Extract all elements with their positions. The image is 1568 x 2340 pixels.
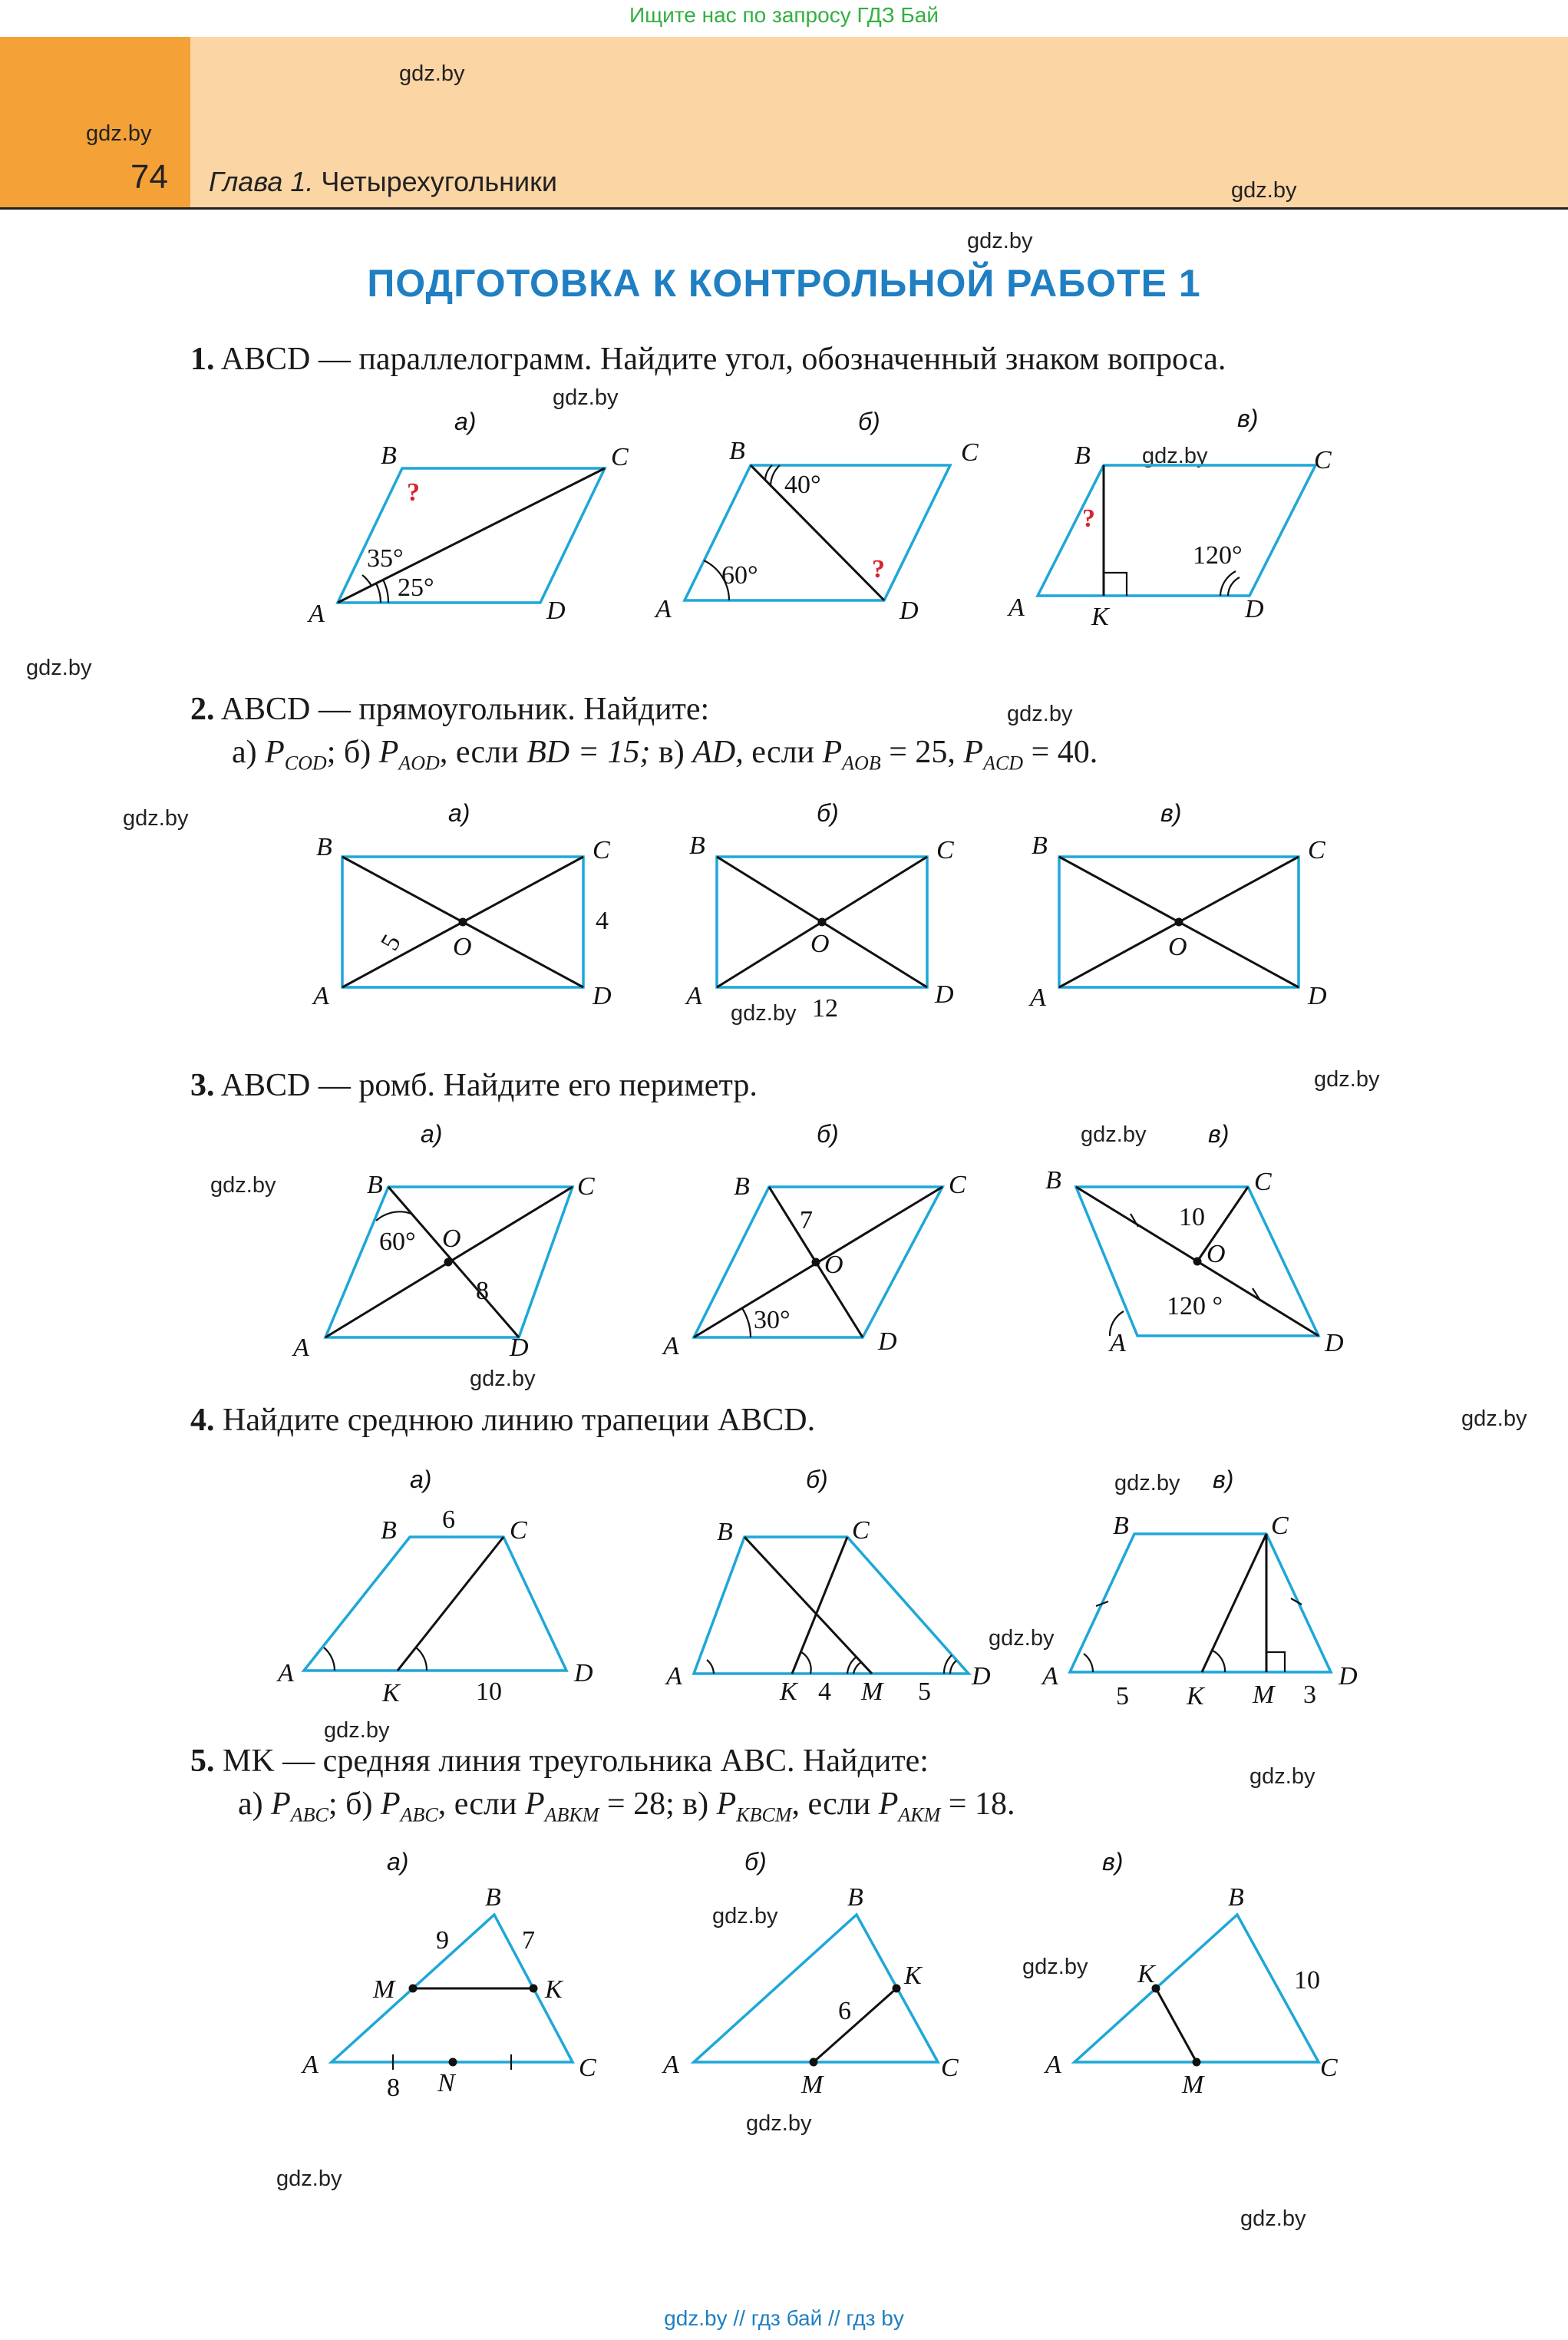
point-label: C	[949, 1171, 966, 1199]
point-label: D	[972, 1662, 991, 1691]
figure-3c	[1045, 1120, 1344, 1357]
point-label: D	[935, 980, 954, 1009]
task-text: ABCD — прямоугольник. Найдите:	[220, 692, 710, 727]
watermark: gdz.by	[399, 61, 465, 86]
point-label: B	[485, 1883, 501, 1912]
point-label: A	[655, 595, 672, 623]
point-label: C	[1314, 446, 1332, 474]
angle-arc	[847, 1657, 857, 1674]
point-label: O	[453, 933, 472, 961]
item-a: а)	[232, 735, 257, 770]
point-label: B	[1113, 1512, 1129, 1540]
angle-arc	[801, 1652, 811, 1674]
point-label: B	[316, 833, 332, 861]
trapezoid	[304, 1537, 566, 1671]
point-label: M	[373, 1975, 395, 2004]
point-label: A	[1008, 593, 1025, 622]
angle-arc	[742, 1308, 751, 1337]
figure-2c	[1028, 799, 1327, 1012]
point-label: B	[1045, 1166, 1061, 1195]
watermark: gdz.by	[553, 385, 619, 410]
angle-arc	[1213, 1651, 1225, 1672]
point-label: B	[1032, 831, 1048, 860]
item-c: в)	[658, 735, 685, 770]
point-label: B	[1228, 1883, 1244, 1912]
subscript: KBCM	[736, 1803, 792, 1826]
point-label: D	[1308, 982, 1327, 1010]
point-label: D	[510, 1334, 529, 1362]
point-label: K	[1187, 1682, 1204, 1710]
point-label: K	[1137, 1960, 1155, 1988]
task-number: 1.	[190, 342, 215, 377]
length-label: 7	[800, 1206, 813, 1234]
point-label: D	[1325, 1329, 1344, 1357]
figure-3b	[662, 1120, 966, 1360]
center-point	[444, 1258, 453, 1267]
angle-label: 60°	[721, 561, 758, 590]
caption: а)	[454, 408, 477, 435]
angle-arc	[324, 1648, 335, 1671]
angle-arc	[1228, 577, 1240, 596]
point-label: A	[1030, 983, 1046, 1012]
segment-ck	[792, 1537, 847, 1674]
perimeter-symbol: P	[878, 1786, 899, 1822]
trapezoid	[1070, 1534, 1331, 1672]
task-text: MK — средняя линия треугольника ABC. Найдите:	[223, 1743, 929, 1779]
point-k	[893, 1985, 901, 1993]
point-label: B	[381, 1516, 397, 1545]
perimeter-symbol: P	[524, 1786, 545, 1822]
point-label: O	[1168, 933, 1187, 961]
watermark: gdz.by	[123, 806, 189, 831]
point-label: C	[1320, 2054, 1338, 2082]
perimeter-symbol: P	[963, 735, 984, 770]
point-label: C	[510, 1516, 527, 1545]
angle-arc	[853, 1662, 861, 1674]
question-mark: ?	[1082, 504, 1095, 533]
angle-label: 30°	[754, 1306, 791, 1334]
midline-mk	[1156, 1988, 1197, 2062]
task-number: 5.	[190, 1743, 215, 1779]
watermark: gdz.by	[276, 2166, 342, 2191]
watermark: gdz.by	[989, 1626, 1055, 1651]
angle-label: 120 °	[1167, 1292, 1223, 1320]
length-label: 10	[476, 1677, 502, 1706]
watermark: gdz.by	[967, 229, 1033, 253]
angle-label: 60°	[379, 1228, 416, 1256]
task-text: Найдите среднюю линию трапеции ABCD.	[223, 1403, 816, 1438]
watermark: gdz.by	[1142, 444, 1208, 468]
length-label: 3	[1303, 1681, 1316, 1709]
length-label: 5	[1116, 1682, 1129, 1710]
task-number: 4.	[190, 1403, 215, 1438]
condition: = 40.	[1031, 735, 1098, 770]
length-label: 9	[436, 1926, 449, 1955]
perimeter-symbol: P	[380, 1786, 401, 1822]
section-title: ПОДГОТОВКА К КОНТРОЛЬНОЙ РАБОТЕ 1	[367, 262, 1201, 305]
point-k	[530, 1985, 538, 1993]
angle-arc	[376, 1211, 411, 1221]
task-text: ABCD — параллелограмм. Найдите угол, обозначенный знаком вопроса.	[220, 342, 1226, 377]
subscript: COD	[284, 752, 327, 775]
diagonal	[338, 468, 605, 603]
top-banner: Ищите нас по запросу ГДЗ Бай	[629, 3, 939, 27]
subscript: ABC	[400, 1803, 438, 1826]
condition: = 25,	[889, 735, 956, 770]
caption: в)	[1237, 405, 1259, 432]
figure-5c	[1044, 1848, 1338, 2099]
point-label: C	[579, 2054, 596, 2082]
point-label: C	[936, 836, 954, 864]
point-label: M	[861, 1677, 883, 1706]
point-label: B	[734, 1172, 750, 1201]
center-point	[812, 1258, 820, 1267]
length-label: 8	[387, 2074, 400, 2102]
point-label: B	[729, 437, 745, 465]
length-label: 5	[918, 1677, 931, 1706]
figure-2a	[312, 799, 612, 1010]
watermark: gdz.by	[1240, 2206, 1306, 2231]
item-b: б)	[345, 1786, 373, 1822]
angle-label: 25°	[398, 573, 434, 602]
point-label: A	[1045, 2051, 1061, 2079]
length-label: 7	[522, 1926, 535, 1955]
question-mark: ?	[407, 478, 420, 507]
item-a: а)	[238, 1786, 263, 1822]
point-label: K	[1091, 603, 1109, 631]
length-label: 4	[596, 907, 609, 935]
diagonal	[388, 1187, 519, 1337]
segment-ck	[1202, 1534, 1266, 1672]
watermark: gdz.by	[324, 1718, 390, 1743]
caption: б)	[817, 1120, 839, 1148]
figure-3a	[292, 1120, 595, 1362]
center-point	[818, 918, 827, 927]
right-angle-mark	[1266, 1652, 1285, 1672]
point-label: A	[1110, 1329, 1126, 1357]
point-label: O	[810, 930, 830, 958]
figure-4b	[665, 1466, 991, 1706]
triangle	[1074, 1915, 1319, 2062]
angle-arc	[376, 583, 381, 603]
watermark: gdz.by	[1249, 1764, 1315, 1789]
watermark: gdz.by	[86, 121, 152, 146]
parallelogram	[1038, 465, 1315, 596]
point-m	[1193, 2058, 1201, 2067]
word-if: если	[454, 1786, 517, 1822]
point-label: B	[847, 1883, 863, 1912]
caption: в)	[1160, 799, 1182, 827]
watermark: gdz.by	[470, 1367, 536, 1391]
perimeter-symbol: P	[378, 735, 399, 770]
watermark: gdz.by	[1081, 1122, 1147, 1147]
center-point	[1175, 918, 1183, 927]
caption: в)	[1208, 1120, 1230, 1148]
subscript: AOB	[842, 752, 881, 775]
length-label: 10	[1294, 1966, 1320, 1995]
point-label: K	[382, 1679, 400, 1707]
angle-label: 120°	[1193, 541, 1243, 570]
point-label: C	[1254, 1168, 1272, 1196]
angle-arc	[1084, 1654, 1093, 1672]
center-point	[459, 918, 467, 927]
angle-arc	[416, 1648, 427, 1671]
figure-5b	[662, 1848, 959, 2099]
length-label: 8	[476, 1277, 489, 1305]
caption: б)	[817, 799, 839, 827]
condition: = 18.	[948, 1786, 1015, 1822]
watermark: gdz.by	[1461, 1406, 1527, 1431]
word-if: если	[807, 1786, 871, 1822]
angle-arc	[707, 1660, 714, 1674]
figure-1b	[654, 408, 979, 625]
point-label: D	[546, 597, 566, 625]
point-label: C	[577, 1172, 595, 1201]
point-label: D	[574, 1659, 593, 1687]
point-m	[810, 2058, 818, 2067]
point-label: D	[1339, 1662, 1358, 1691]
point-label: K	[780, 1677, 797, 1706]
point-label: N	[437, 2069, 455, 2097]
length-label: 6	[838, 1997, 851, 2025]
task-number: 3.	[190, 1068, 215, 1103]
point-label: B	[381, 441, 397, 470]
point-label: K	[904, 1962, 922, 1990]
point-label: K	[545, 1975, 563, 2004]
point-label: C	[852, 1516, 870, 1545]
watermark: gdz.by	[712, 1904, 778, 1929]
point-label: M	[1182, 2071, 1204, 2099]
task-number: 2.	[190, 692, 215, 727]
point-label: O	[1207, 1240, 1226, 1268]
point-label: B	[1074, 441, 1091, 470]
point-label: A	[663, 1332, 679, 1360]
watermark: gdz.by	[746, 2111, 812, 2136]
angle-label: 35°	[367, 544, 404, 573]
caption: в)	[1213, 1466, 1234, 1493]
footer-links: gdz.by // гдз бай // гдз by	[664, 2306, 904, 2330]
segment-ck	[398, 1537, 503, 1671]
angle-arc	[771, 465, 780, 487]
angle-arc	[383, 580, 388, 603]
point-label: B	[689, 831, 705, 860]
trapezoid	[694, 1537, 969, 1674]
subscript: ABKM	[544, 1803, 599, 1826]
length-label: 12	[812, 994, 838, 1023]
caption: а)	[387, 1848, 409, 1876]
point-label: A	[666, 1662, 682, 1691]
word-if: если	[455, 735, 519, 770]
point-label: A	[278, 1659, 294, 1687]
point-label: A	[663, 2051, 679, 2079]
point-label: C	[611, 443, 629, 471]
figure-1a	[307, 408, 629, 628]
watermark: gdz.by	[26, 656, 92, 680]
task-2-items: а) $P_{COD}$; б) $P_{AOD}$, если BD = 15; в) AD, если $P_{AOB} = 25$, $P_{ACD} = 40$.	[232, 735, 1098, 775]
perimeter-symbol: P	[716, 1786, 737, 1822]
caption: в)	[1102, 1848, 1124, 1876]
point-label: B	[717, 1518, 733, 1546]
point-label: A	[1042, 1662, 1058, 1691]
subscript: AKM	[898, 1803, 941, 1826]
item-b: б)	[343, 735, 371, 770]
watermark: gdz.by	[1231, 178, 1297, 203]
task-text: ABCD — ромб. Найдите его периметр.	[220, 1068, 758, 1103]
point-label: A	[293, 1334, 309, 1362]
angle-label: 40°	[784, 471, 821, 499]
subscript: ABC	[290, 1803, 328, 1826]
figure-2b	[685, 799, 954, 1023]
angle-arc	[950, 1661, 956, 1674]
point-label: O	[442, 1225, 461, 1253]
figure-5a	[301, 1848, 596, 2102]
angle-arc	[362, 575, 371, 586]
task-5-items: а) $P_{ABC}$; б) $P_{ABC}$, если $P_{ABKM} = 28$; в) $P_{KBCM}$, если $P_{AKM} = 18$.	[238, 1786, 1015, 1826]
point-label: C	[593, 836, 610, 864]
chapter-name: Четырехугольники	[321, 166, 558, 197]
point-label: C	[1308, 836, 1325, 864]
figure-4c	[1041, 1466, 1358, 1710]
figure-4a	[276, 1466, 593, 1707]
point-label: M	[801, 2071, 824, 2099]
watermark: gdz.by	[1022, 1955, 1088, 1979]
point-label: A	[302, 2051, 319, 2079]
caption: б)	[744, 1848, 767, 1876]
point-label: O	[824, 1251, 843, 1279]
question-mark: ?	[872, 555, 885, 583]
point-m	[409, 1985, 418, 1993]
perimeter-symbol: P	[271, 1786, 291, 1822]
page-number: 74	[130, 158, 168, 196]
point-label: D	[878, 1327, 897, 1356]
center-point	[1193, 1258, 1202, 1266]
caption: б)	[806, 1466, 828, 1493]
point-label: A	[686, 982, 702, 1010]
subscript: AOD	[398, 752, 440, 775]
figure-1c	[1007, 405, 1332, 631]
length-label: 5	[375, 930, 407, 956]
perimeter-symbol: P	[822, 735, 843, 770]
point-label: C	[1271, 1512, 1289, 1540]
perimeter-symbol: P	[265, 735, 285, 770]
point-label: B	[367, 1171, 383, 1199]
caption: а)	[421, 1120, 443, 1148]
caption: а)	[410, 1466, 432, 1493]
midline-mk	[814, 1988, 896, 2062]
watermark: gdz.by	[1114, 1471, 1180, 1496]
length-label: 4	[818, 1677, 831, 1706]
watermark: gdz.by	[731, 1001, 797, 1026]
word-if: если	[751, 735, 815, 770]
length-label: 6	[442, 1505, 455, 1534]
condition: = 28;	[606, 1786, 675, 1822]
point-label: M	[1253, 1681, 1275, 1709]
point-label: A	[309, 600, 325, 628]
triangle	[694, 1915, 938, 2062]
segment-ad: AD,	[692, 735, 744, 770]
segment-bm	[744, 1537, 872, 1674]
watermark: gdz.by	[1314, 1067, 1380, 1092]
point-label: A	[313, 982, 329, 1010]
point-n	[449, 2058, 457, 2067]
point-label: C	[941, 2054, 959, 2082]
item-c: в)	[682, 1786, 709, 1822]
chapter-prefix: Глава 1.	[209, 166, 314, 197]
point-label: D	[1245, 595, 1264, 623]
point-label: D	[900, 597, 919, 625]
condition: BD = 15;	[527, 735, 651, 770]
right-angle-mark	[1104, 573, 1127, 596]
caption: а)	[448, 799, 470, 827]
point-label: D	[593, 982, 612, 1010]
caption: б)	[858, 408, 880, 435]
length-label: 10	[1179, 1203, 1205, 1231]
point-label: C	[961, 438, 979, 467]
watermark: gdz.by	[210, 1173, 276, 1198]
watermark: gdz.by	[1007, 702, 1073, 726]
subscript: ACD	[983, 752, 1024, 775]
